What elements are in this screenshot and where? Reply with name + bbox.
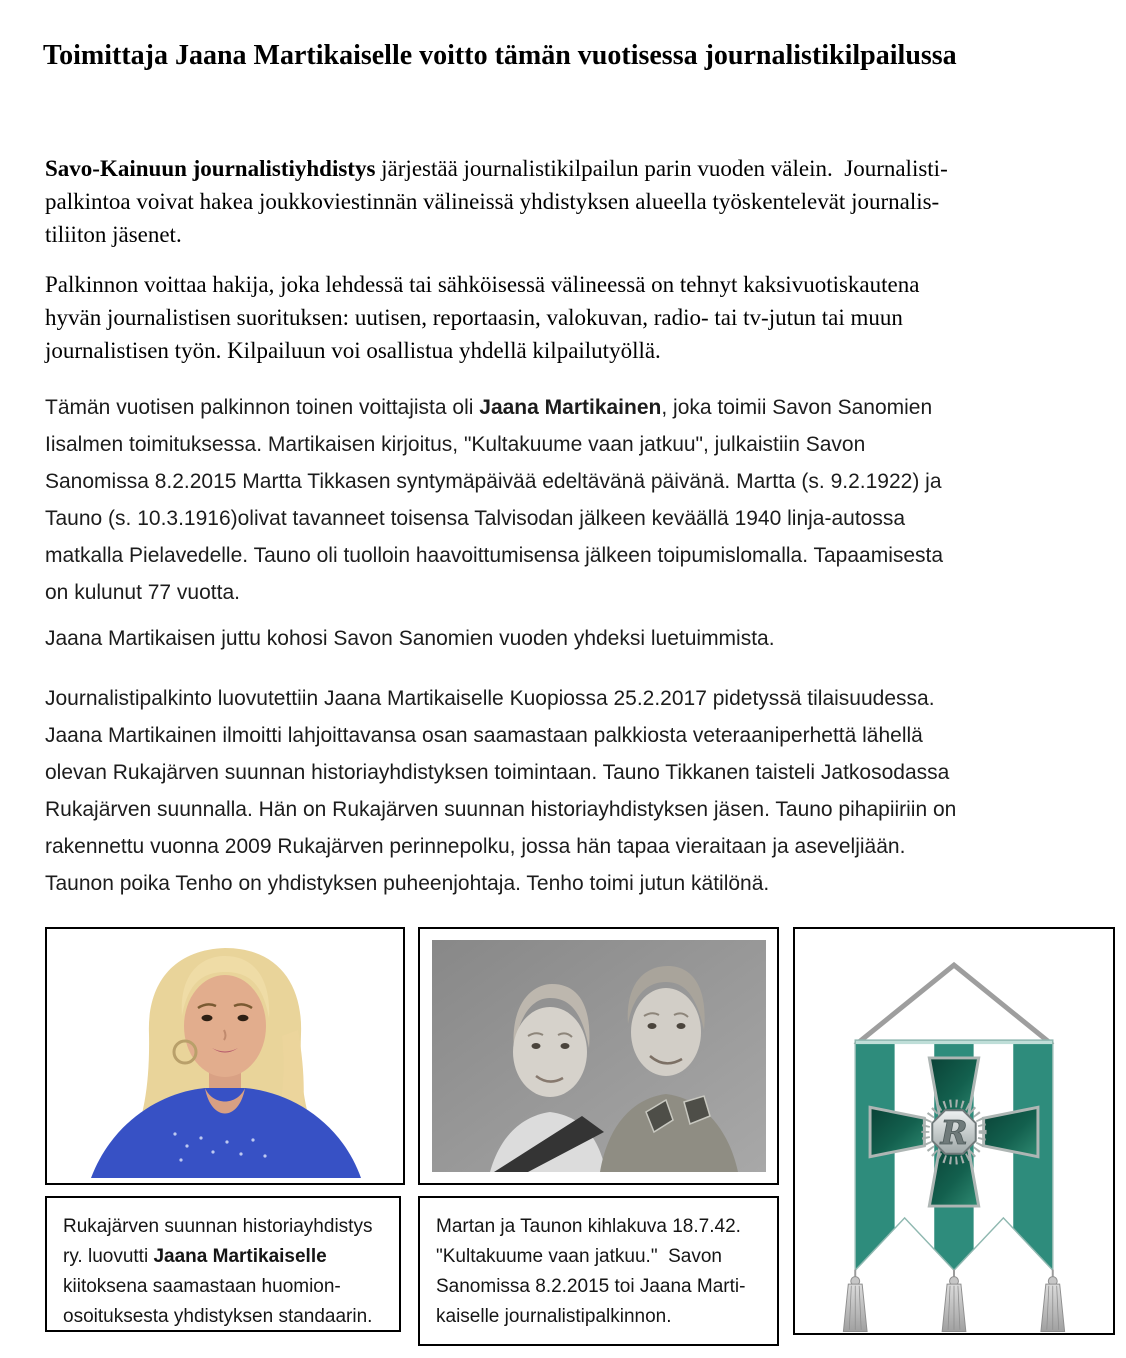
portrait-photo-frame: [45, 927, 405, 1185]
paragraph-award-ceremony: Journalistipalkinto luovutettiin Jaana Martikaiselle Kuopiossa 25.2.2017 pidetyssä tilaisuudessa. Jaana Martikainen ilmoitti lahjoittavansa osan saamastaan palkkiosta veteraaniperhettä lähellä olevan Rukajärven suunnan historiayhdistyksen toimintaan. Tauno Tikkanen taisteli Jatkosodassa Rukajärven suunnalla. Hän on Rukajärven suunnan historiayhdistyksen jäsen. Tauno pihapiiriin on rakennettu vuonna 2009 Rukajärven perinnepolku, jossa hän tapaa vieraitaan ja aseveljiään. Taunon poika Tenho on yhdistyksen puheenjohtaja. Tenho toimi jutun kätilönä.: [45, 687, 957, 895]
engagement-photo-frame: [418, 927, 779, 1185]
paragraph-winner: Tämän vuotisen palkinnon toinen voittajista oli Jaana Martikainen, joka toimii Savon Sanomien Iisalmen toimituksessa. Martikaisen kirjoitus, "Kultakuume vaan jatkuu", julkaistiin Savon Sanomissa 8.2.2015 Martta Tikkasen syntymäpäivää edeltävänä päivänä. Martta (s. 9.2.1922) ja Tauno (s. 10.3.1916)olivat tavanneet toisensa Talvisodan jälkeen keväällä 1940 linja-autossa matkalla Pielavedelle. Tauno oli tuolloin haavoittumisensa jälkeen toipumislomalla. Tapaamisesta on kulunut 77 vuotta.: [45, 396, 944, 604]
paragraph-rules: Palkinnon voittaa hakija, joka lehdessä tai sähköisessä välineessä on tehnyt kaksivuotiskautena hyvän journalistisen suorituksen: uutisen, reportaasin, valokuvan, radio- tai tv-jutun tai muun journalistisen työn. Kilpailuun voi osallistua yhdellä kilpailutyöllä.: [45, 272, 920, 363]
standard-pennant-frame: [793, 927, 1115, 1335]
page-title: Toimittaja Jaana Martikaiselle voitto tämän vuotisessa journalistikilpailussa: [43, 40, 957, 71]
paragraph-intro: Savo-Kainuun journalistiyhdistys järjestää journalistikilpailun parin vuoden välein. Journalisti- palkintoa voivat hakea joukkoviestinnän välineissä yhdistyksen alueella työskentelevät journalis- tiliiton jäsenet.: [45, 156, 948, 247]
couple-bw-photo-image: [432, 940, 766, 1172]
caption-engagement-photo: Martan ja Taunon kihlakuva 18.7.42. "Kultakuume vaan jatkuu." Savon Sanomissa 8.2.2015 toi Jaana Marti- kaiselle journalistipalkinnon.: [418, 1196, 779, 1346]
paragraph-readership: Jaana Martikaisen juttu kohosi Savon Sanomien vuoden yhdeksi luetuimmista.: [45, 627, 775, 650]
caption-standard-presentation: Rukajärven suunnan historiayhdistys ry. luovutti Jaana Martikaiselle kiitoksena saamastaan huomion- osoituksesta yhdistyksen standaarin.: [45, 1196, 401, 1332]
woman-portrait-image: [55, 934, 395, 1178]
green-white-standard-image: [795, 929, 1113, 1333]
rune-letter-r: R: [940, 1112, 968, 1152]
